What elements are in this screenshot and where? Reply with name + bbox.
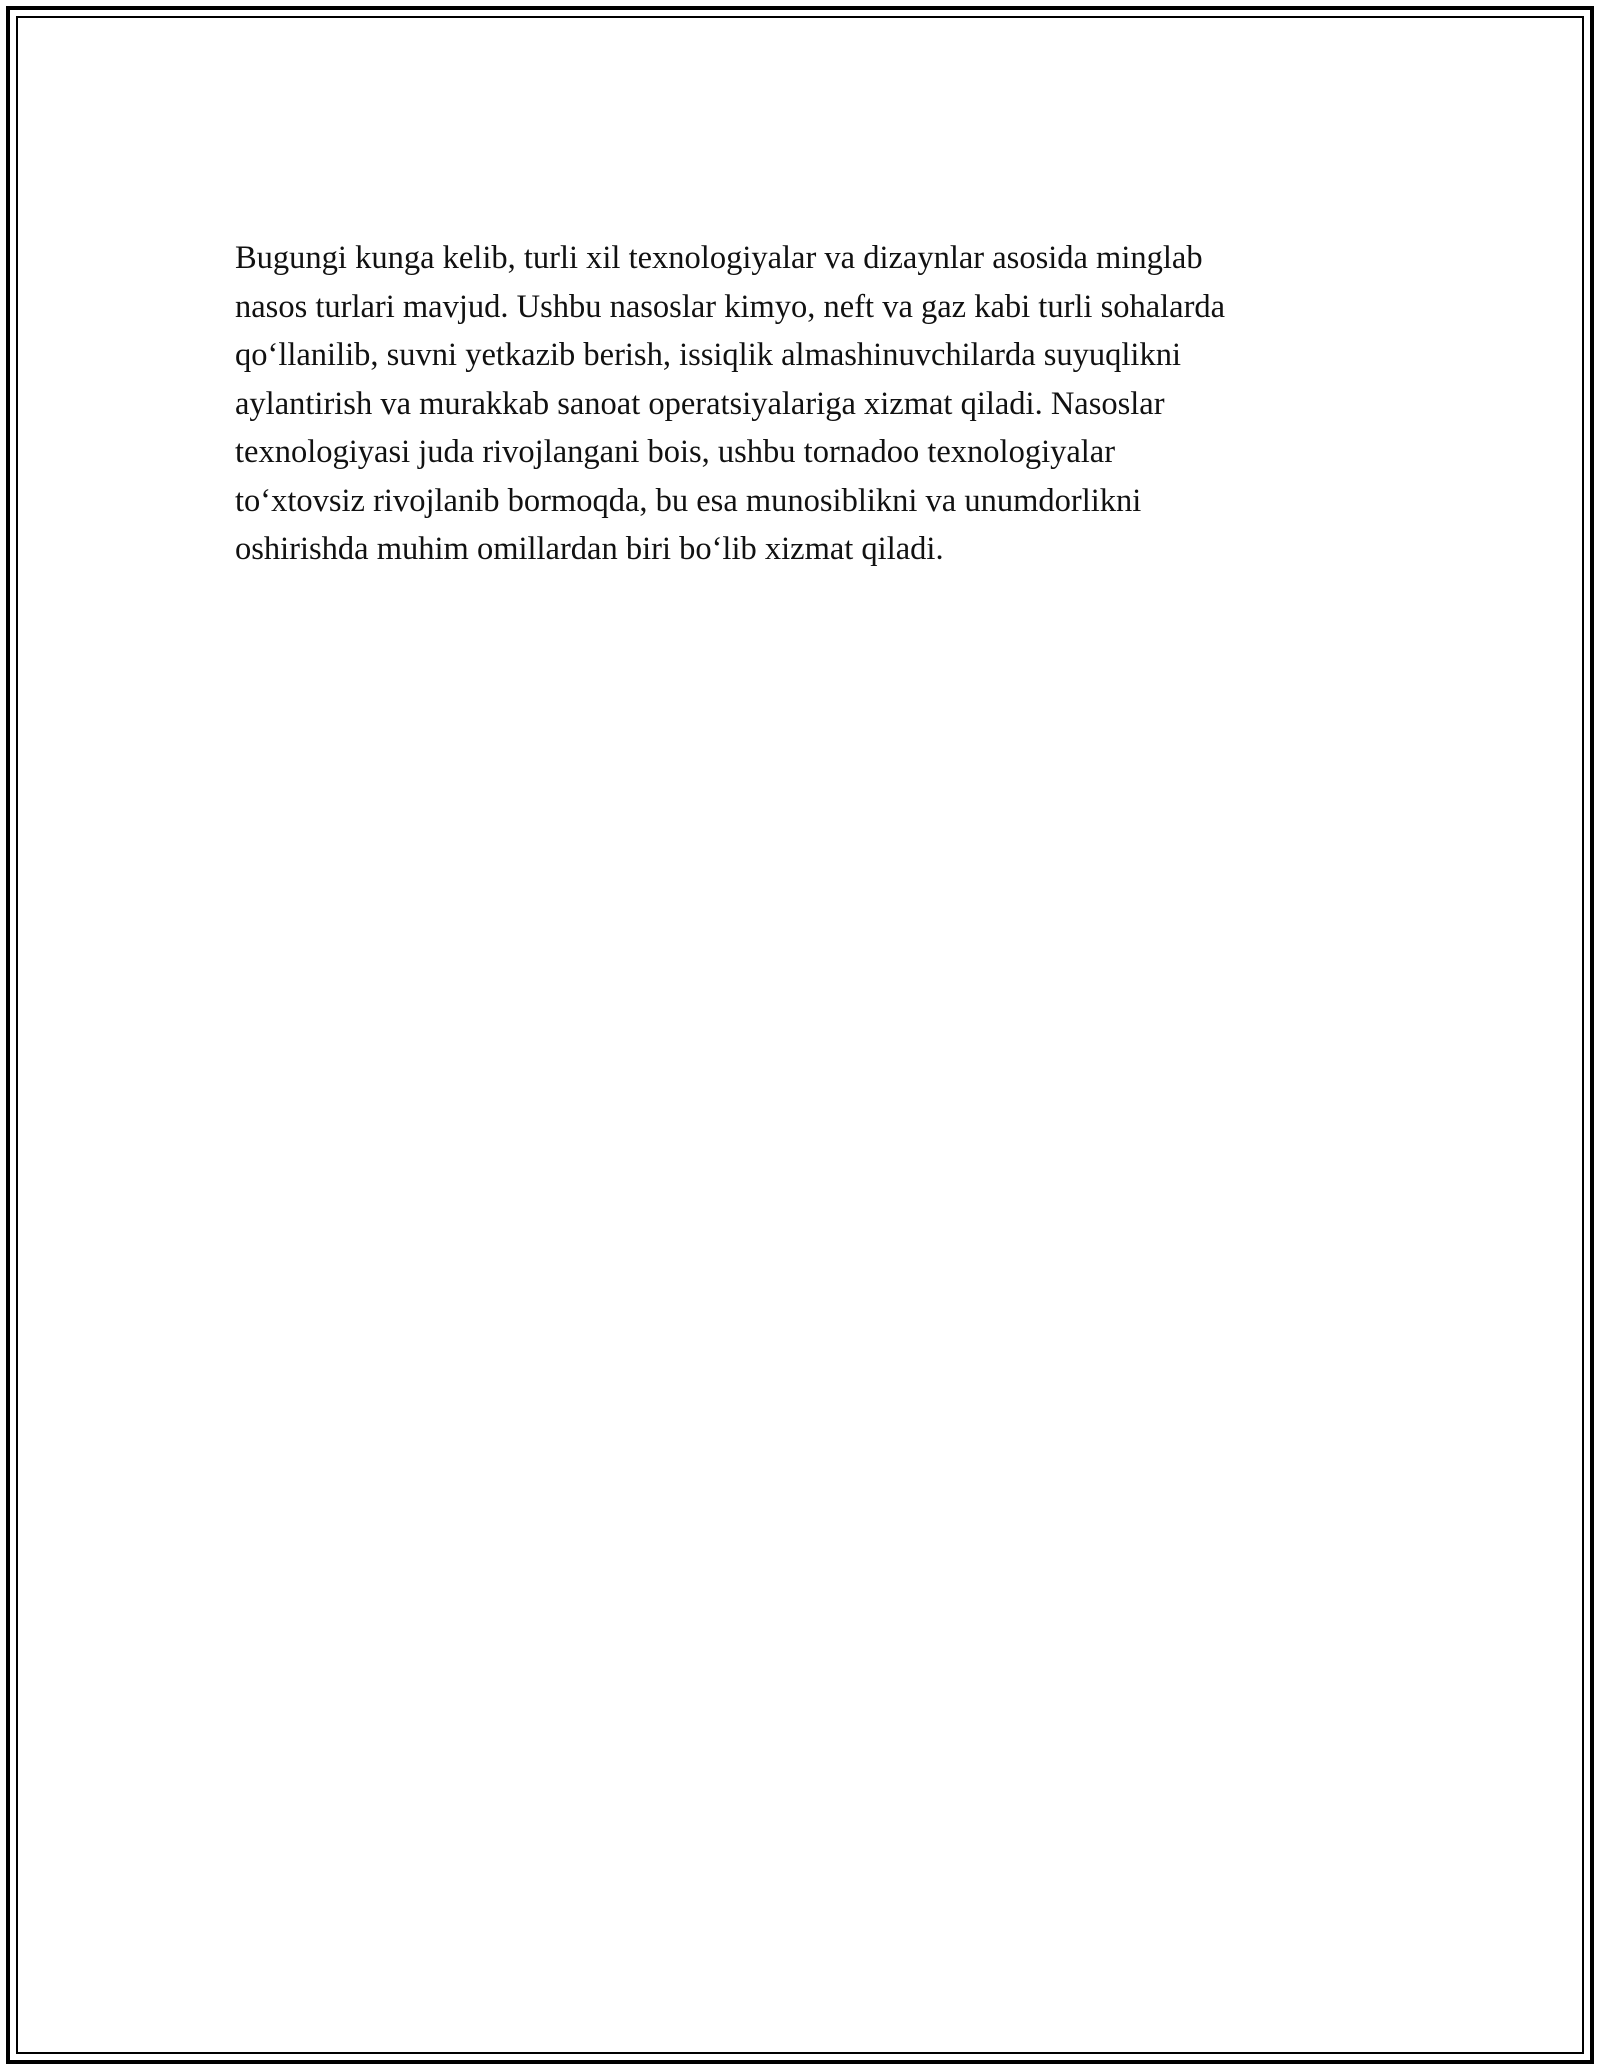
body-paragraph: Bugungi kunga kelib, turli xil texnologiyalar va dizaynlar asosida minglab nasos turlari mavjud. Ushbu nasoslar kimyo, neft va gaz kabi turli sohalarda qo‘llanilib, suvni yetkazib berish, issiqlik almashinuvchilarda suyuqlikni aylantirish va murakkab sanoat operatsiyalariga xizmat qiladi. Nasoslar texnologiyasi juda rivojlangani bois, ushbu tornadoo texnologiyalar to‘xtovsiz rivojlanib bormoqda, bu esa munosiblikni va unumdorlikni oshirishda muhim omillardan biri bo‘lib xizmat qiladi. — [235, 240, 1226, 567]
